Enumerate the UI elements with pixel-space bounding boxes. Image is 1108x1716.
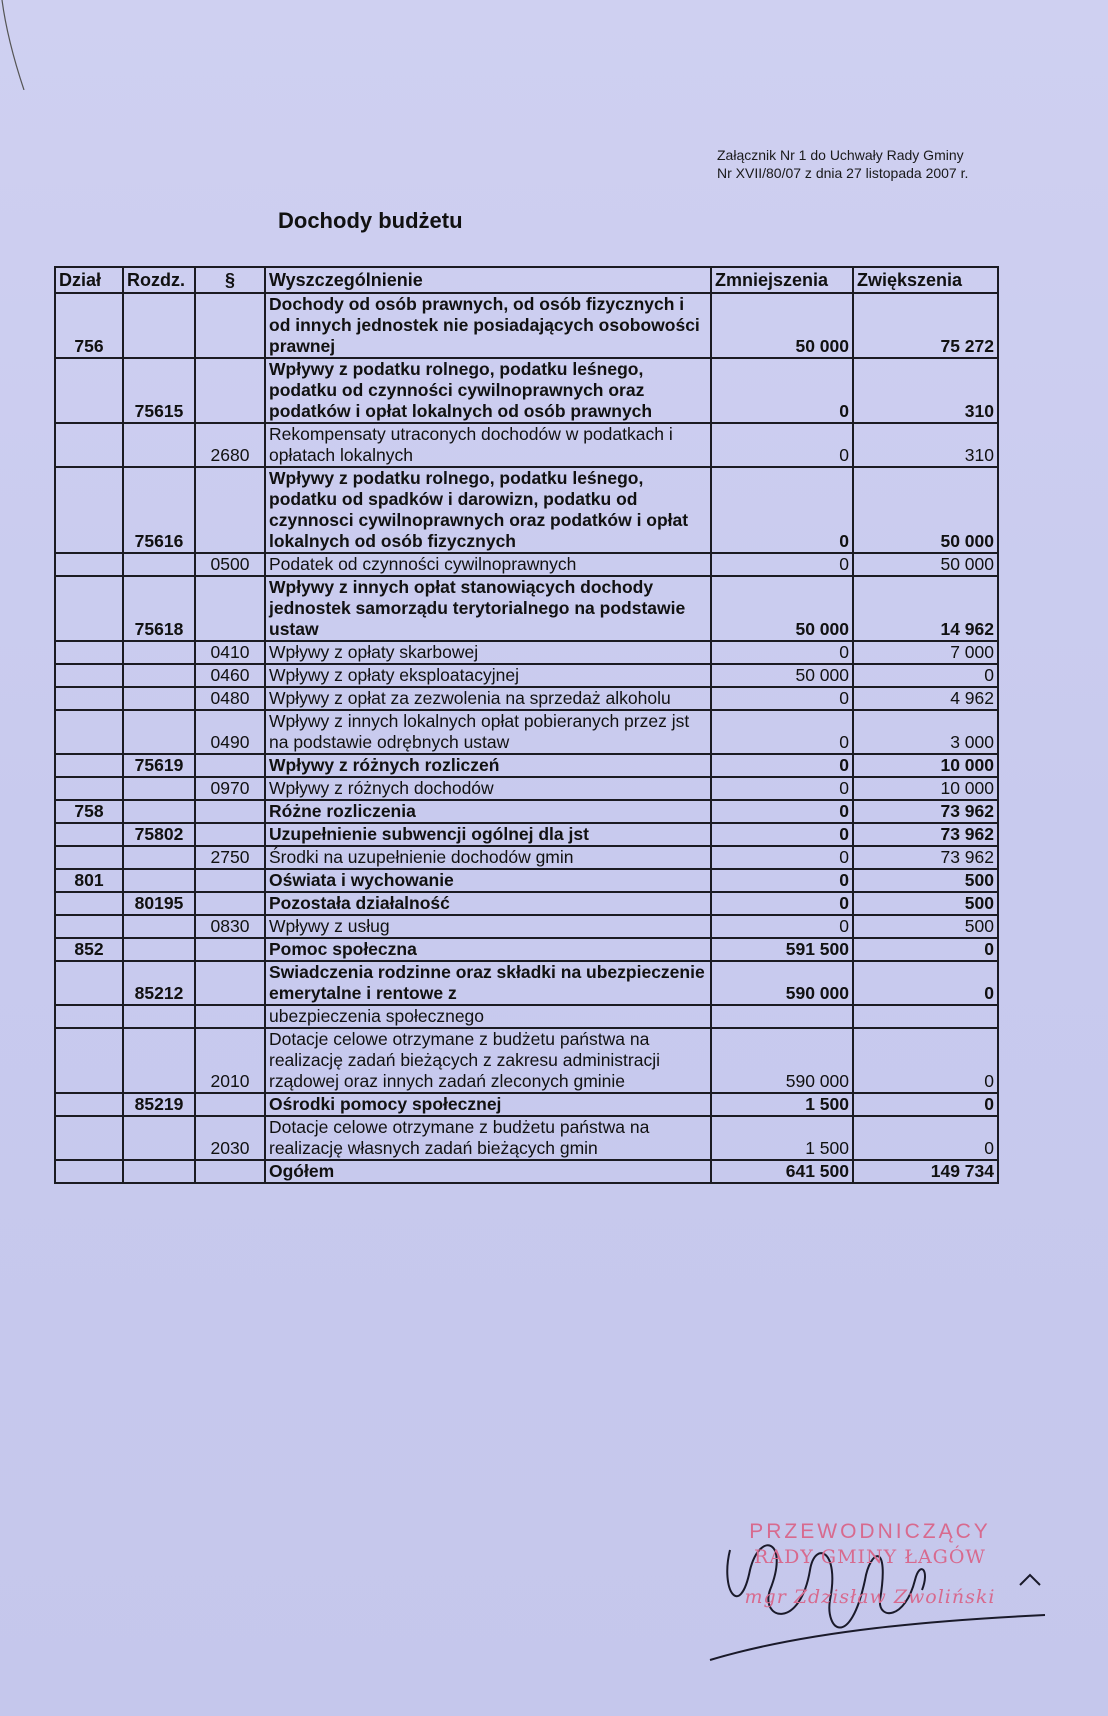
cell-paragraph: 0490 bbox=[195, 710, 265, 754]
cell-increases: 0 bbox=[853, 961, 998, 1005]
cell-description: Wpływy z podatku rolnego, podatku leśnego, podatku od czynności cywilnoprawnych oraz podatków i opłat lokalnych od osób prawnych bbox=[265, 358, 711, 423]
cell-decreases: 590 000 bbox=[711, 961, 853, 1005]
cell-rozdz bbox=[123, 641, 195, 664]
cell-increases: 73 962 bbox=[853, 800, 998, 823]
cell-dzial bbox=[55, 823, 123, 846]
cell-increases: 7 000 bbox=[853, 641, 998, 664]
cell-paragraph bbox=[195, 869, 265, 892]
cell-increases: 73 962 bbox=[853, 846, 998, 869]
cell-description: Środki na uzupełnienie dochodów gmin bbox=[265, 846, 711, 869]
header-rozdz: Rozdz. bbox=[123, 267, 195, 293]
cell-rozdz bbox=[123, 800, 195, 823]
cell-paragraph bbox=[195, 800, 265, 823]
cell-increases: 3 000 bbox=[853, 710, 998, 754]
cell-decreases: 0 bbox=[711, 754, 853, 777]
cell-rozdz: 80195 bbox=[123, 892, 195, 915]
cell-dzial bbox=[55, 754, 123, 777]
cell-description: Uzupełnienie subwencji ogólnej dla jst bbox=[265, 823, 711, 846]
cell-rozdz bbox=[123, 687, 195, 710]
cell-decreases: 0 bbox=[711, 869, 853, 892]
scan-edge-mark bbox=[0, 0, 40, 90]
cell-rozdz: 75616 bbox=[123, 467, 195, 553]
table-row bbox=[55, 777, 998, 800]
cell-rozdz bbox=[123, 915, 195, 938]
table-row bbox=[55, 664, 998, 687]
cell-description: Wpływy z podatku rolnego, podatku leśnego, podatku od spadków i darowizn, podatku od czynnosci cywilnoprawnych oraz podatków i opłat lokalnych od osób fizycznych bbox=[265, 467, 711, 553]
cell-rozdz: 85212 bbox=[123, 961, 195, 1005]
table-row bbox=[55, 1005, 998, 1028]
cell-description: Oświata i wychowanie bbox=[265, 869, 711, 892]
table-row bbox=[55, 710, 998, 754]
cell-rozdz bbox=[123, 1005, 195, 1028]
cell-decreases: 0 bbox=[711, 800, 853, 823]
table-row bbox=[55, 423, 998, 467]
cell-dzial bbox=[55, 1093, 123, 1116]
cell-description: Wpływy z innych lokalnych opłat pobieranych przez jst na podstawie odrębnych ustaw bbox=[265, 710, 711, 754]
cell-rozdz: 75619 bbox=[123, 754, 195, 777]
total-row bbox=[55, 1160, 998, 1183]
table-row bbox=[55, 687, 998, 710]
stamp-name: mgr Zdzisław Zwoliński bbox=[744, 1586, 996, 1608]
table-row bbox=[55, 1116, 998, 1160]
table-row bbox=[55, 869, 998, 892]
cell-dzial bbox=[55, 467, 123, 553]
cell-dzial bbox=[55, 846, 123, 869]
cell-description: Wpływy z opłaty eksploatacyjnej bbox=[265, 664, 711, 687]
cell-paragraph: 0830 bbox=[195, 915, 265, 938]
cell-description: Wpływy z opłat za zezwolenia na sprzedaż alkoholu bbox=[265, 687, 711, 710]
cell-description: Podatek od czynności cywilnoprawnych bbox=[265, 553, 711, 576]
cell-dzial bbox=[55, 1116, 123, 1160]
cell-dzial bbox=[55, 915, 123, 938]
cell-increases: 50 000 bbox=[853, 553, 998, 576]
document-title: Dochody budżetu bbox=[278, 208, 463, 233]
cell-paragraph: 0410 bbox=[195, 641, 265, 664]
cell-description: Wpływy z innych opłat stanowiących dochody jednostek samorządu terytorialnego na podstawie ustaw bbox=[265, 576, 711, 641]
cell-description: Wpływy z różnych dochodów bbox=[265, 777, 711, 800]
cell-paragraph: 0460 bbox=[195, 664, 265, 687]
cell-increases bbox=[853, 1005, 998, 1028]
cell-dzial bbox=[55, 687, 123, 710]
cell-rozdz: 85219 bbox=[123, 1093, 195, 1116]
table-row bbox=[55, 641, 998, 664]
cell-paragraph: 0480 bbox=[195, 687, 265, 710]
cell-description: Dochody od osób prawnych, od osób fizycznych i od innych jednostek nie posiadających osobowości prawnej bbox=[265, 293, 711, 358]
cell-increases: 4 962 bbox=[853, 687, 998, 710]
cell-rozdz bbox=[123, 664, 195, 687]
cell-description: Rekompensaty utraconych dochodów w podatkach i opłatach lokalnych bbox=[265, 423, 711, 467]
annex-note: Załącznik Nr 1 do Uchwały Rady Gminy Nr XVII/80/07 z dnia 27 listopada 2007 r. bbox=[717, 147, 969, 181]
cell-paragraph bbox=[195, 576, 265, 641]
cell-paragraph bbox=[195, 467, 265, 553]
cell-decreases bbox=[711, 1005, 853, 1028]
cell-rozdz: 75615 bbox=[123, 358, 195, 423]
cell-description: Wpływy z różnych rozliczeń bbox=[265, 754, 711, 777]
table-row bbox=[55, 576, 998, 641]
cell-decreases: 0 bbox=[711, 553, 853, 576]
cell-description: Pozostała działalność bbox=[265, 892, 711, 915]
cell-increases: 0 bbox=[853, 1093, 998, 1116]
cell-description: Wpływy z opłaty skarbowej bbox=[265, 641, 711, 664]
cell-increases: 0 bbox=[853, 1028, 998, 1093]
cell-decreases: 50 000 bbox=[711, 293, 853, 358]
cell-dzial bbox=[55, 423, 123, 467]
cell-increases: 73 962 bbox=[853, 823, 998, 846]
table-header-row bbox=[55, 267, 998, 293]
cell-dzial bbox=[55, 710, 123, 754]
cell-description: Różne rozliczenia bbox=[265, 800, 711, 823]
cell-description: Dotacje celowe otrzymane z budżetu państwa na realizację zadań bieżących z zakresu administracji rządowej oraz innych zadań zleconych gminie bbox=[265, 1028, 711, 1093]
cell-increases: 10 000 bbox=[853, 754, 998, 777]
cell-paragraph bbox=[195, 754, 265, 777]
cell-dzial: 801 bbox=[55, 869, 123, 892]
table-row bbox=[55, 293, 998, 358]
table-row bbox=[55, 754, 998, 777]
cell-dzial bbox=[55, 777, 123, 800]
cell-decreases: 0 bbox=[711, 915, 853, 938]
cell-increases: 500 bbox=[853, 892, 998, 915]
cell-rozdz bbox=[123, 869, 195, 892]
total-increases: 149 734 bbox=[853, 1160, 998, 1183]
cell-paragraph bbox=[195, 358, 265, 423]
budget-table bbox=[54, 266, 999, 1184]
cell-description: Pomoc społeczna bbox=[265, 938, 711, 961]
header-description: Wyszczególnienie bbox=[265, 267, 711, 293]
cell-increases: 0 bbox=[853, 938, 998, 961]
cell-rozdz bbox=[123, 938, 195, 961]
cell-increases: 500 bbox=[853, 869, 998, 892]
cell-increases: 14 962 bbox=[853, 576, 998, 641]
cell-decreases: 0 bbox=[711, 687, 853, 710]
cell-paragraph: 2010 bbox=[195, 1028, 265, 1093]
cell-dzial: 756 bbox=[55, 293, 123, 358]
table-row bbox=[55, 1093, 998, 1116]
cell-description: Swiadczenia rodzinne oraz składki na ubezpieczenie emerytalne i rentowe z bbox=[265, 961, 711, 1005]
cell-decreases: 0 bbox=[711, 846, 853, 869]
header-dzial: Dział bbox=[55, 267, 123, 293]
cell-paragraph: 2750 bbox=[195, 846, 265, 869]
cell-decreases: 0 bbox=[711, 823, 853, 846]
cell-rozdz: 75802 bbox=[123, 823, 195, 846]
cell-paragraph bbox=[195, 938, 265, 961]
cell-dzial bbox=[55, 664, 123, 687]
header-decreases: Zmniejszenia bbox=[711, 267, 853, 293]
cell-dzial bbox=[55, 641, 123, 664]
cell-paragraph bbox=[195, 823, 265, 846]
cell-paragraph: 0970 bbox=[195, 777, 265, 800]
table-row bbox=[55, 553, 998, 576]
cell-rozdz: 75618 bbox=[123, 576, 195, 641]
total-dzial bbox=[55, 1160, 123, 1183]
cell-decreases: 0 bbox=[711, 641, 853, 664]
cell-paragraph bbox=[195, 961, 265, 1005]
total-decreases: 641 500 bbox=[711, 1160, 853, 1183]
cell-paragraph bbox=[195, 892, 265, 915]
cell-decreases: 590 000 bbox=[711, 1028, 853, 1093]
stamp-title: PRZEWODNICZĄCY bbox=[749, 1520, 991, 1543]
table-row bbox=[55, 467, 998, 553]
cell-dzial bbox=[55, 358, 123, 423]
cell-paragraph: 2680 bbox=[195, 423, 265, 467]
cell-dzial: 852 bbox=[55, 938, 123, 961]
cell-increases: 500 bbox=[853, 915, 998, 938]
cell-rozdz bbox=[123, 423, 195, 467]
cell-paragraph bbox=[195, 1093, 265, 1116]
cell-decreases: 0 bbox=[711, 777, 853, 800]
cell-rozdz bbox=[123, 846, 195, 869]
cell-paragraph bbox=[195, 293, 265, 358]
total-label: Ogółem bbox=[265, 1160, 711, 1183]
table-row bbox=[55, 823, 998, 846]
stamp-council: RADY GMINY ŁAGÓW bbox=[754, 1546, 986, 1568]
cell-increases: 50 000 bbox=[853, 467, 998, 553]
table-row bbox=[55, 915, 998, 938]
cell-rozdz bbox=[123, 777, 195, 800]
cell-dzial bbox=[55, 892, 123, 915]
cell-description: ubezpieczenia społecznego bbox=[265, 1005, 711, 1028]
table-row bbox=[55, 800, 998, 823]
header-paragraph: § bbox=[195, 267, 265, 293]
cell-decreases: 50 000 bbox=[711, 576, 853, 641]
cell-decreases: 0 bbox=[711, 892, 853, 915]
cell-description: Wpływy z usług bbox=[265, 915, 711, 938]
cell-decreases: 1 500 bbox=[711, 1093, 853, 1116]
table-row bbox=[55, 961, 998, 1005]
cell-rozdz bbox=[123, 1028, 195, 1093]
chairman-stamp bbox=[720, 1520, 1020, 1608]
table-row bbox=[55, 846, 998, 869]
cell-decreases: 0 bbox=[711, 358, 853, 423]
table-row bbox=[55, 358, 998, 423]
cell-increases: 10 000 bbox=[853, 777, 998, 800]
cell-rozdz bbox=[123, 553, 195, 576]
cell-dzial bbox=[55, 1005, 123, 1028]
cell-paragraph: 2030 bbox=[195, 1116, 265, 1160]
cell-paragraph bbox=[195, 1005, 265, 1028]
table-row bbox=[55, 938, 998, 961]
total-rozdz bbox=[123, 1160, 195, 1183]
cell-dzial bbox=[55, 553, 123, 576]
cell-dzial bbox=[55, 961, 123, 1005]
cell-increases: 310 bbox=[853, 423, 998, 467]
cell-decreases: 0 bbox=[711, 423, 853, 467]
cell-increases: 0 bbox=[853, 664, 998, 687]
cell-description: Ośrodki pomocy społecznej bbox=[265, 1093, 711, 1116]
table-row bbox=[55, 1028, 998, 1093]
cell-dzial: 758 bbox=[55, 800, 123, 823]
table-row bbox=[55, 892, 998, 915]
total-par bbox=[195, 1160, 265, 1183]
cell-rozdz bbox=[123, 293, 195, 358]
header-increases: Zwiększenia bbox=[853, 267, 998, 293]
cell-paragraph: 0500 bbox=[195, 553, 265, 576]
cell-dzial bbox=[55, 1028, 123, 1093]
cell-decreases: 0 bbox=[711, 467, 853, 553]
cell-decreases: 591 500 bbox=[711, 938, 853, 961]
cell-decreases: 1 500 bbox=[711, 1116, 853, 1160]
cell-decreases: 0 bbox=[711, 710, 853, 754]
cell-increases: 310 bbox=[853, 358, 998, 423]
cell-rozdz bbox=[123, 1116, 195, 1160]
cell-dzial bbox=[55, 576, 123, 641]
cell-increases: 75 272 bbox=[853, 293, 998, 358]
cell-increases: 0 bbox=[853, 1116, 998, 1160]
cell-decreases: 50 000 bbox=[711, 664, 853, 687]
cell-rozdz bbox=[123, 710, 195, 754]
cell-description: Dotacje celowe otrzymane z budżetu państwa na realizację własnych zadań bieżących gmin bbox=[265, 1116, 711, 1160]
